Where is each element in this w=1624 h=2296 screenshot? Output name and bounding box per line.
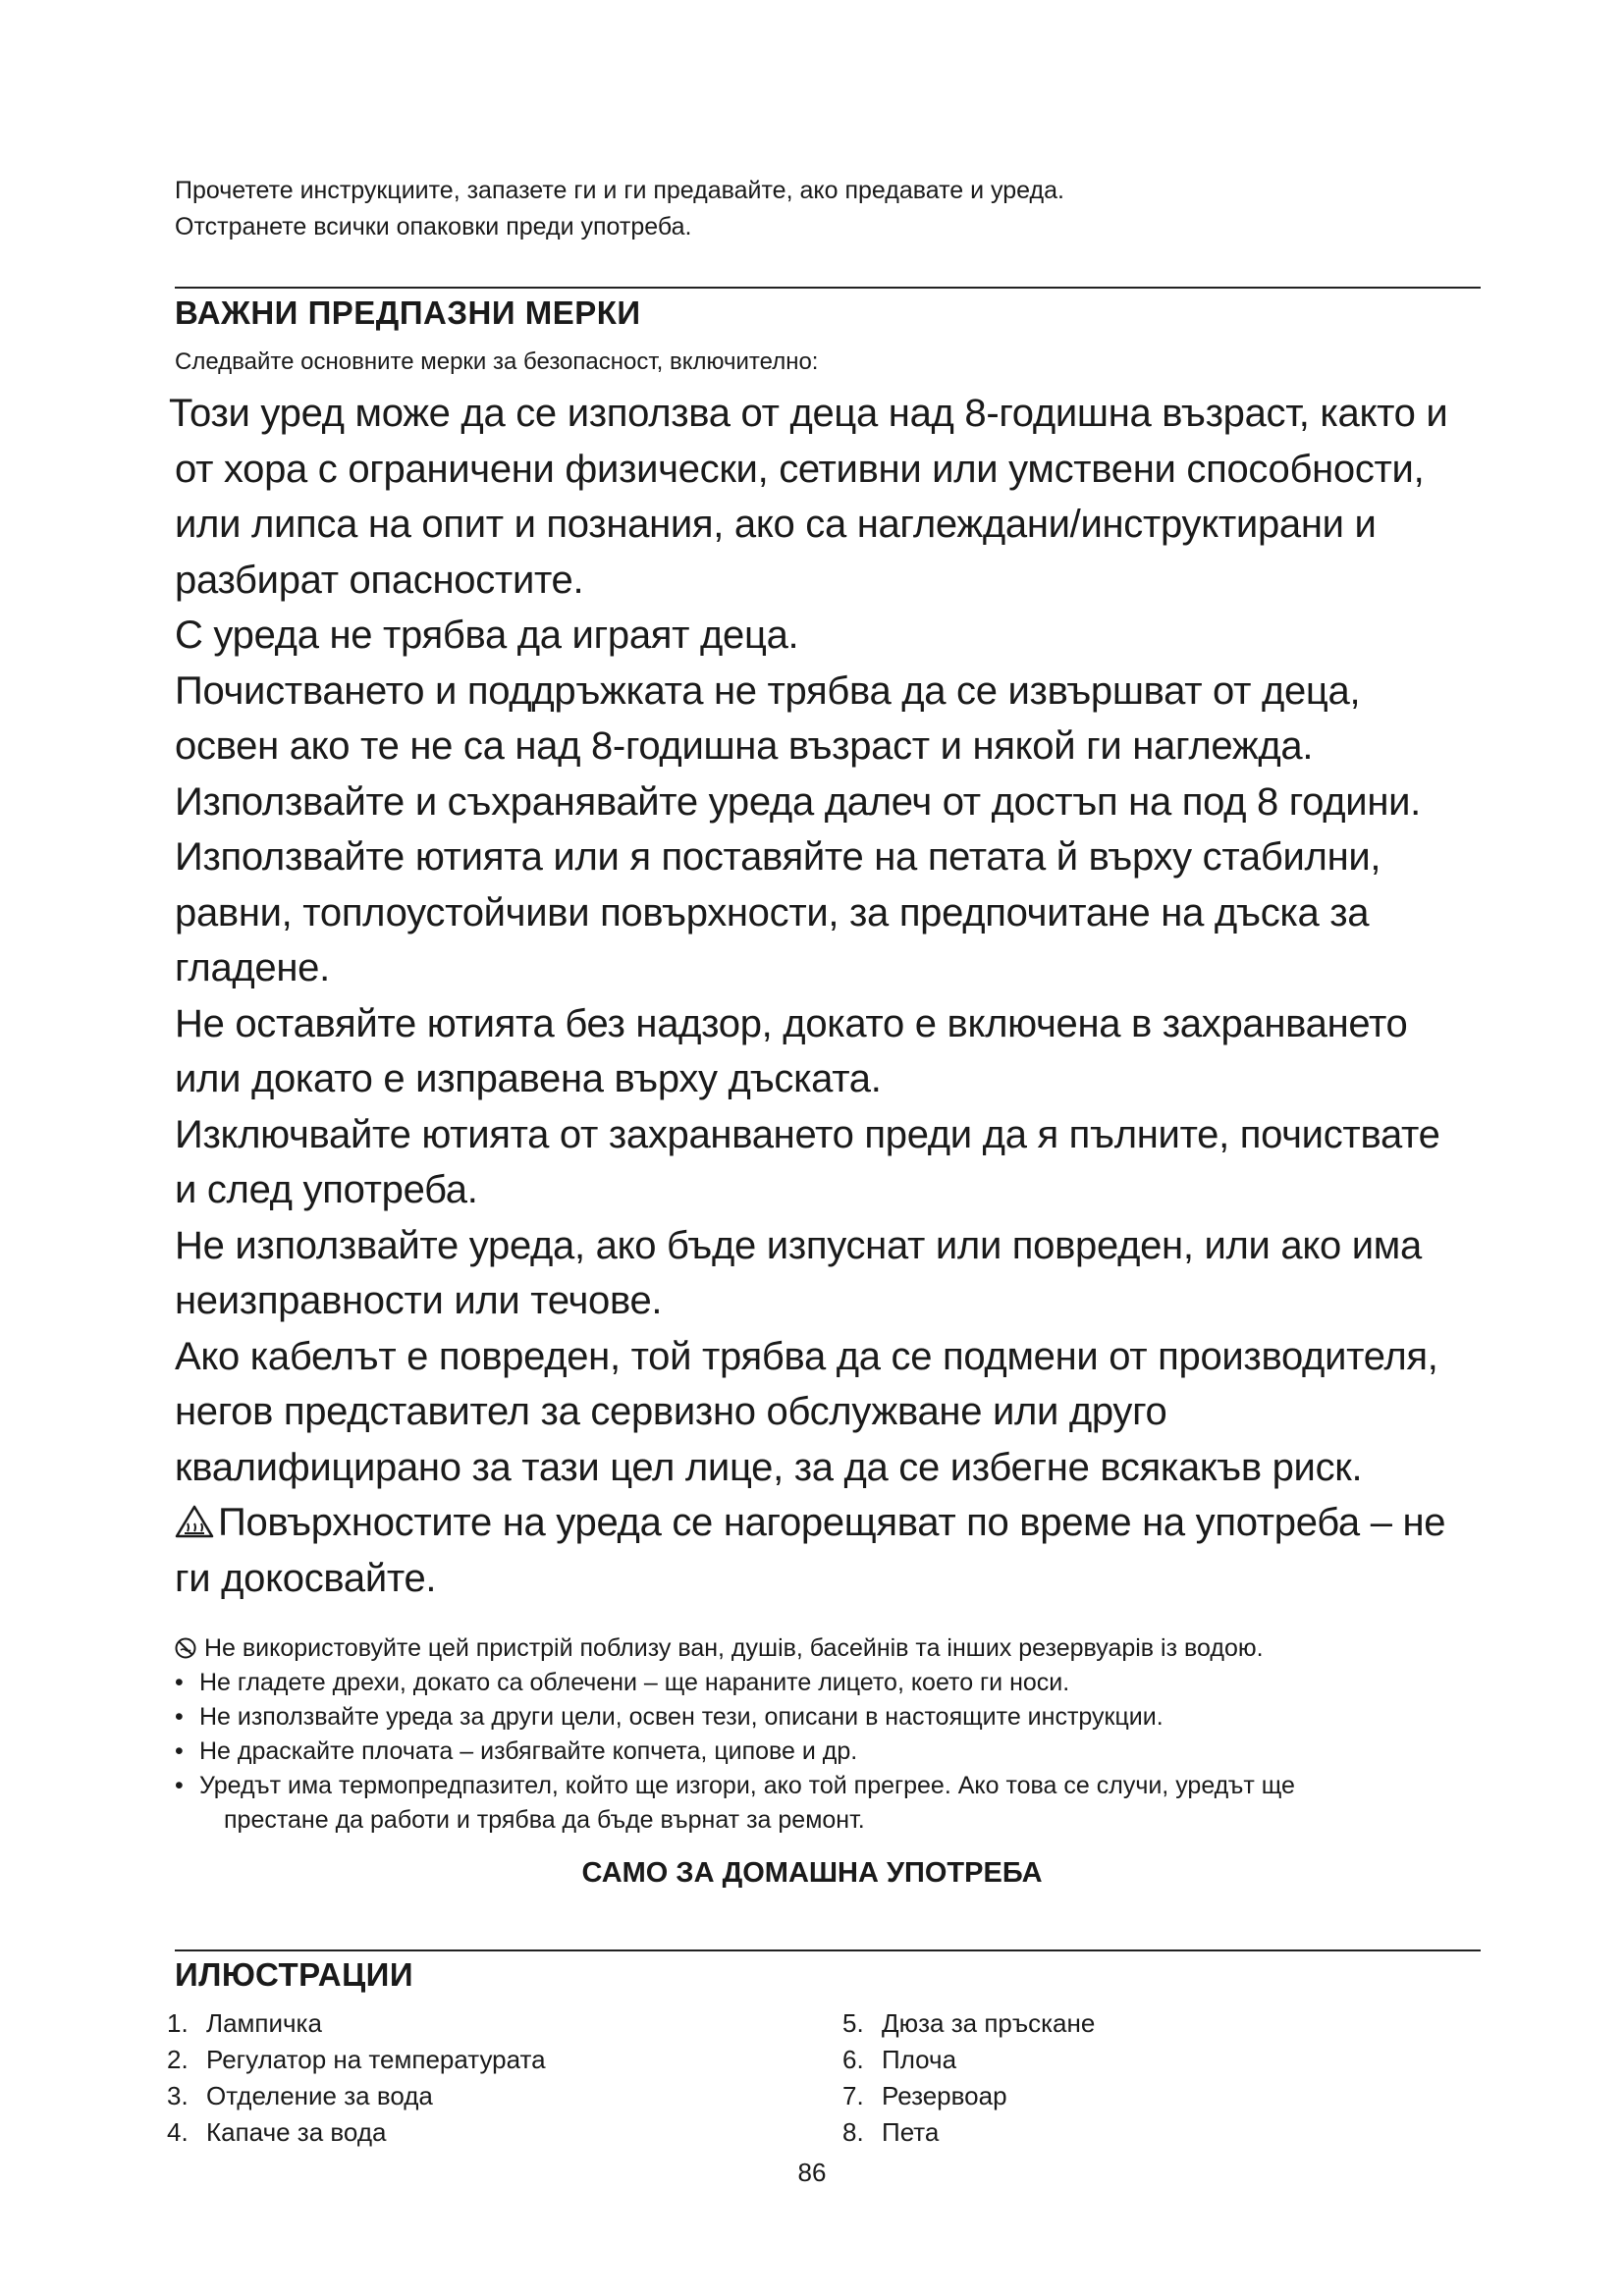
- parts-list-right: [842, 2005, 1095, 2151]
- part-number: 6.: [842, 2045, 864, 2074]
- part-label: Плоча: [882, 2045, 957, 2074]
- safety-line: Изключвайте ютията от захранването преди да я пълните, почиствате: [175, 1112, 1440, 1156]
- hot-surface-warning: [169, 1495, 1489, 1551]
- part-number: 5.: [842, 2008, 864, 2038]
- no-water-prohibition-icon: [175, 1634, 196, 1656]
- part-item: [842, 2042, 1095, 2078]
- part-item: [842, 2078, 1095, 2114]
- safety-line: Този уред може да се използва от деца над 8-годишна възраст, както и: [169, 392, 1448, 435]
- part-item: [842, 2005, 1095, 2042]
- safety-line: разбират опасностите.: [175, 558, 584, 602]
- safety-line: Почистването и поддръжката не трябва да се извършват от деца,: [175, 668, 1361, 713]
- safety-line: Използвайте и съхранявайте уреда далеч от достъп на под 8 години.: [175, 779, 1421, 824]
- safety-line: Не използвайте уреда, ако бъде изпуснат или повреден, или ако има: [175, 1223, 1422, 1267]
- bullet-text: Уредът има термопредпазител, който ще изгори, ако той прегрее. Ако това се случи, уредът ще: [198, 1772, 1295, 1799]
- bullet-item: [175, 1735, 1490, 1769]
- safety-line: Използвайте ютията или я поставяйте на петата й върху стабилни,: [175, 835, 1381, 879]
- safety-subheading: Следвайте основните мерки за безопасност, включително:: [175, 348, 819, 375]
- part-number: 4.: [167, 2117, 189, 2147]
- bullet-item: [175, 1769, 1490, 1803]
- bullet-item: [175, 1666, 1490, 1700]
- intro-line-2: Отстранете всички опаковки преди употреба.: [175, 213, 692, 240]
- bullet-symbol: •: [175, 1737, 184, 1765]
- bullet-continuation: престане да работи и трябва да бъде върнат за ремонт.: [224, 1806, 865, 1834]
- part-number: 2.: [167, 2045, 189, 2074]
- safety-heading: ВАЖНИ ПРЕДПАЗНИ МЕРКИ: [175, 294, 641, 331]
- safety-line: гладене.: [175, 946, 330, 989]
- part-item: [167, 2114, 546, 2151]
- water-warning: [175, 1631, 1490, 1666]
- section-divider-illustrations: [175, 1949, 1481, 1951]
- bullet-text: Не драскайте плочата – избягвайте копчета, ципове и др.: [198, 1737, 858, 1765]
- safety-instructions: [169, 386, 1489, 1606]
- water-warning-text: Не використовуйте цей пристрій поблизу ван, душів, басейнів та інших резервуарів із водою.: [204, 1634, 1264, 1662]
- bullet-text: Не гладете дрехи, докато са облечени – ще нараните лицето, което ги носи.: [198, 1669, 1070, 1696]
- part-label: Регулатор на температурата: [206, 2045, 546, 2074]
- hot-surface-warning-icon: [175, 1498, 214, 1531]
- page-number: 86: [797, 2158, 827, 2187]
- safety-line: равни, топлоустойчиви повърхности, за предпочитане на дъска за: [175, 890, 1370, 934]
- part-label: Лампичка: [206, 2008, 322, 2038]
- safety-line: и след употреба.: [175, 1168, 478, 1211]
- part-label: Дюза за пръскане: [882, 2008, 1096, 2038]
- safety-line: Не оставяйте ютията без надзор, докато е включена в захранването: [175, 1001, 1408, 1045]
- part-number: 8.: [842, 2117, 864, 2147]
- bullet-symbol: •: [175, 1669, 184, 1696]
- safety-line: или докато е изправена върху дъската.: [175, 1057, 882, 1100]
- part-label: Отделение за вода: [206, 2081, 433, 2110]
- part-label: Пета: [882, 2117, 940, 2147]
- safety-line: квалифицирано за тази цел лице, за да се избегне всякакъв риск.: [175, 1445, 1363, 1489]
- safety-line: С уреда не трябва да играят деца.: [175, 614, 799, 657]
- safety-line: Ако кабелът е повреден, той трябва да се подмени от производителя,: [175, 1334, 1438, 1378]
- section-divider-safety: [175, 287, 1481, 289]
- hot-surface-warning-text: Повърхностите на уреда се нагорещяват по време на употреба – не: [218, 1501, 1446, 1544]
- part-label: Капаче за вода: [206, 2117, 387, 2147]
- intro-block: [175, 173, 1481, 245]
- bullet-symbol: •: [175, 1772, 184, 1799]
- part-number: 3.: [167, 2081, 189, 2110]
- bullet-text: Не използвайте уреда за други цели, освен тези, описани в настоящите инструкции.: [198, 1703, 1164, 1731]
- part-item: [167, 2005, 546, 2042]
- parts-list-left: [167, 2005, 546, 2151]
- safety-line: освен ако те не са над 8-годишна възраст и някой ги наглежда.: [175, 724, 1314, 768]
- part-number: 7.: [842, 2081, 864, 2110]
- bullet-item: [175, 1700, 1490, 1735]
- bullet-symbol: •: [175, 1703, 184, 1731]
- part-item: [167, 2078, 546, 2114]
- intro-line-1: Прочетете инструкциите, запазете ги и ги предавайте, ако предавате и уреда.: [175, 177, 1064, 204]
- part-item: [842, 2114, 1095, 2151]
- illustrations-heading: ИЛЮСТРАЦИИ: [175, 1956, 414, 1993]
- home-use-only-notice: САМО ЗА ДОМАШНА УПОТРЕБА: [581, 1857, 1043, 1889]
- safety-line: негов представител за сервизно обслужване или друго: [175, 1390, 1167, 1433]
- part-label: Резервоар: [882, 2081, 1007, 2110]
- safety-line: или липса на опит и познания, ако са наглеждани/инструктирани и: [175, 503, 1377, 546]
- safety-line: от хора с ограничени физически, сетивни или умствени способности,: [175, 447, 1425, 491]
- safety-line: неизправности или течове.: [175, 1279, 663, 1322]
- part-number: 1.: [167, 2008, 189, 2038]
- hot-surface-warning-continuation: ги докосвайте.: [175, 1556, 437, 1600]
- additional-warnings: [175, 1631, 1490, 1838]
- part-item: [167, 2042, 546, 2078]
